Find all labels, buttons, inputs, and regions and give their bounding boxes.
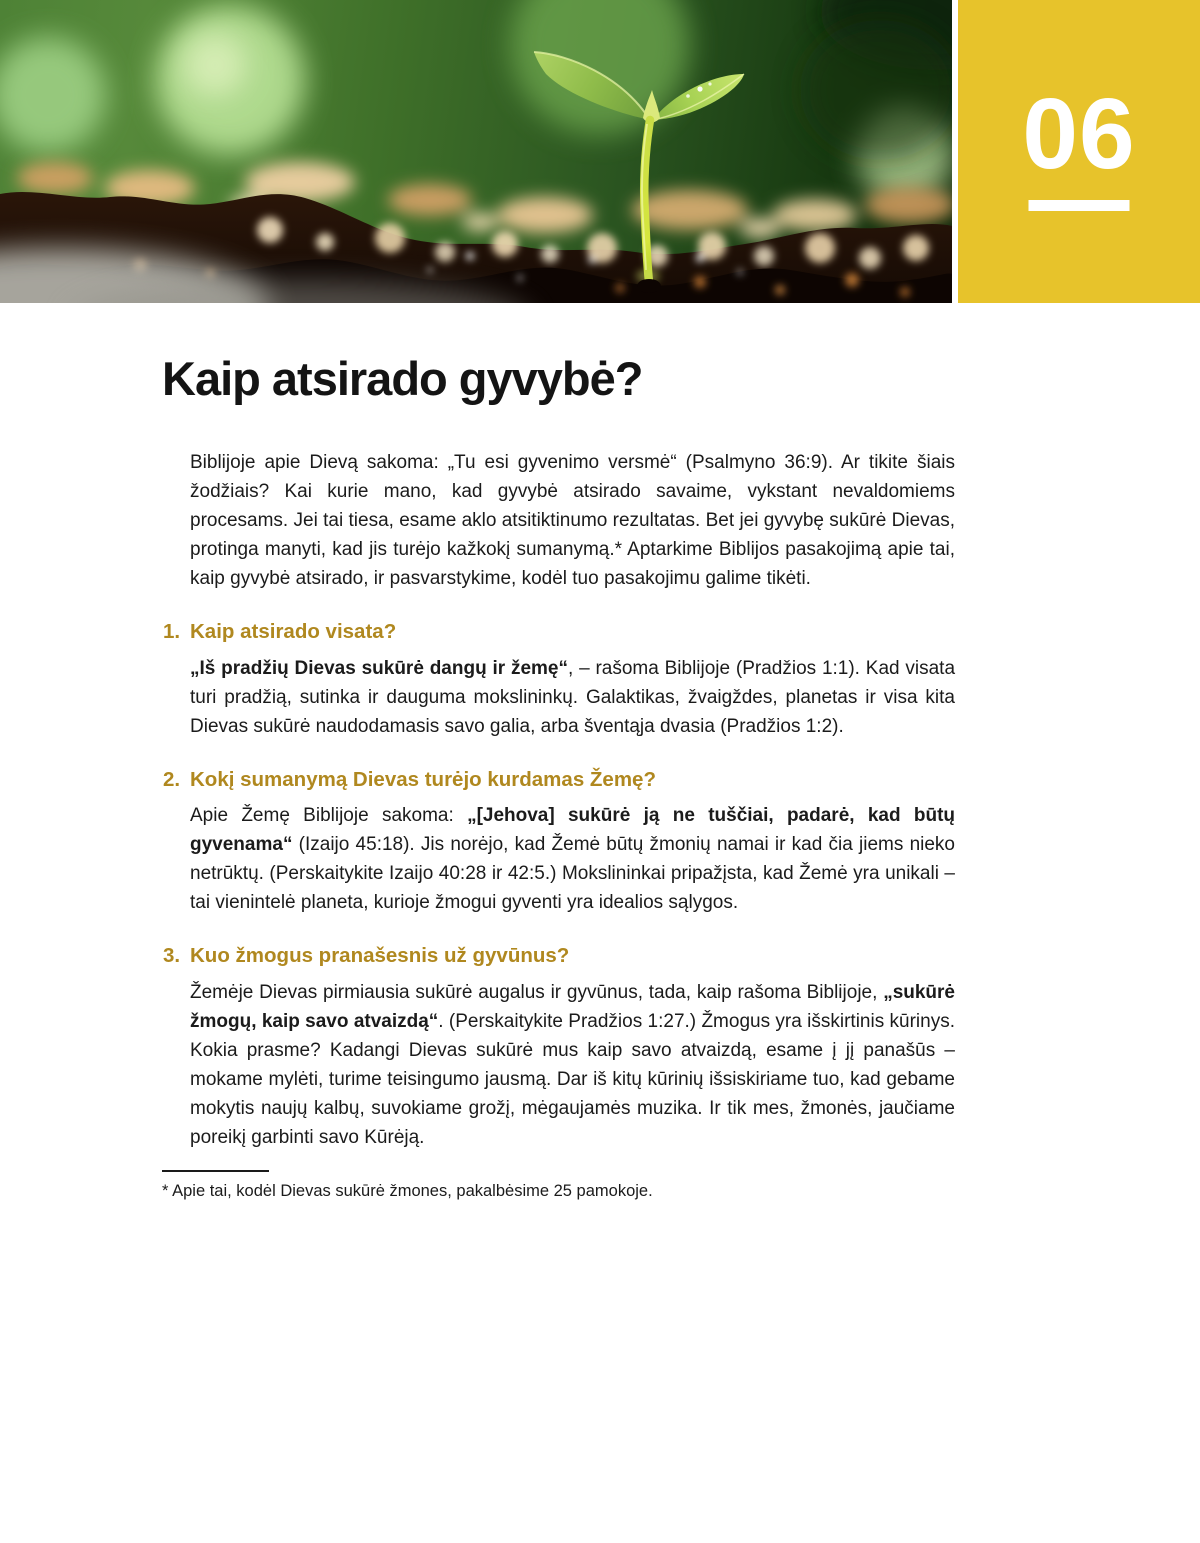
- section-2-heading: [163, 768, 955, 792]
- section-1: [163, 620, 956, 741]
- page-header: [0, 0, 1200, 303]
- section-1-number: 1.: [163, 620, 181, 643]
- section-2-number: 2.: [163, 767, 181, 791]
- section-1-heading: [163, 620, 955, 644]
- section-3: [163, 944, 955, 1152]
- section-3-paragraph: Žemėje Dievas pirmiausia sukūrė augalus ir gyvūnus, tada, kaip rašoma Biblijoje, „sukūrė žmogų, kaip savo atvaizdą“. (Perskaitykite Pradžios 1:27.) Žmogus yra išskirtinis kūrinys. Kokia prasme? Kadangi Dievas sukūrė mus kaip savo atvaizdą, esame į jį panašūs – mokame mylėti, turime teisingumo jausmą. Dar iš kitų kūrinių išsiskiriame tuo, kad gebame mokytis naujų kalbų, suvokiame grožį, mėgaujamės muzika. Ir tik mes, žmonės, jaučiame poreikį garbinti savo Kūrėją.: [190, 981, 955, 1148]
- section-3-heading: [163, 944, 955, 968]
- section-2-heading-text: Kokį sumanymą Dievas turėjo kurdamas Žemę?: [190, 767, 656, 791]
- article-content: [162, 448, 956, 1202]
- footnote: [162, 1170, 955, 1202]
- lesson-number-badge: [958, 0, 1200, 303]
- hero-image: [0, 0, 952, 303]
- page-title: Kaip atsirado gyvybė?: [162, 352, 643, 405]
- lesson-number-underline: [1029, 200, 1130, 211]
- seedling-soil-illustration: [0, 0, 952, 303]
- footnote-divider: [162, 1170, 269, 1172]
- section-2: [163, 767, 956, 918]
- section-2-paragraph: Apie Žemę Biblijoje sakoma: „[Jehova] sukūrė ją ne tuščiai, padarė, kad būtų gyvenama“ (Izaijo 45:18). Jis norėjo, kad Žemė būtų žmonių namai ir kad čia jiems nieko netrūktų. (Perskaitykite Izaijo 40:28 ir 42:5.) Mokslininkai pripažįsta, kad Žemė yra unikali – tai vienintelė planeta, kurioje žmogui gyventi yra idealios sąlygos.: [190, 805, 956, 914]
- section-1-heading-text: Kaip atsirado visata?: [190, 620, 397, 643]
- section-1-paragraph: „Iš pradžių Dievas sukūrė dangų ir žemę“, – rašoma Biblijoje (Pradžios 1:1). Kad visata turi pradžią, sutinka ir dauguma mokslininkų. Galaktikas, žvaigždes, planetas ir visa kita Dievas sukūrė naudodamasis savo galia, arba šventąja dvasia (Pradžios 1:2).: [190, 657, 956, 737]
- footnote-text: * Apie tai, kodėl Dievas sukūrė žmones, pakalbėsime 25 pamokoje.: [162, 1181, 653, 1200]
- intro-paragraph: Biblijoje apie Dievą sakoma: „Tu esi gyvenimo versmė“ (Psalmyno 36:9). Ar tikite šiais žodžiais? Kai kurie mano, kad gyvybė atsirado savaime, vykstant nevaldomiems procesams. Jei tai tiesa, esame aklo atsitiktinumo rezultatas. Bet jei gyvybę sukūrė Dievas, protinga manyti, kad jis turėjo kažkokį sumanymą.* Aptarkime Biblijos pasakojimą apie tai, kaip gyvybė atsirado, ir pasvarstykime, kodėl tuo pasakojimu galime tikėti.: [190, 452, 955, 589]
- article: [0, 352, 1200, 1202]
- section-3-number: 3.: [163, 944, 181, 968]
- soil-clump: [637, 279, 661, 293]
- lesson-number: 06: [1022, 78, 1136, 190]
- section-3-heading-text: Kuo žmogus pranašesnis už gyvūnus?: [190, 944, 570, 968]
